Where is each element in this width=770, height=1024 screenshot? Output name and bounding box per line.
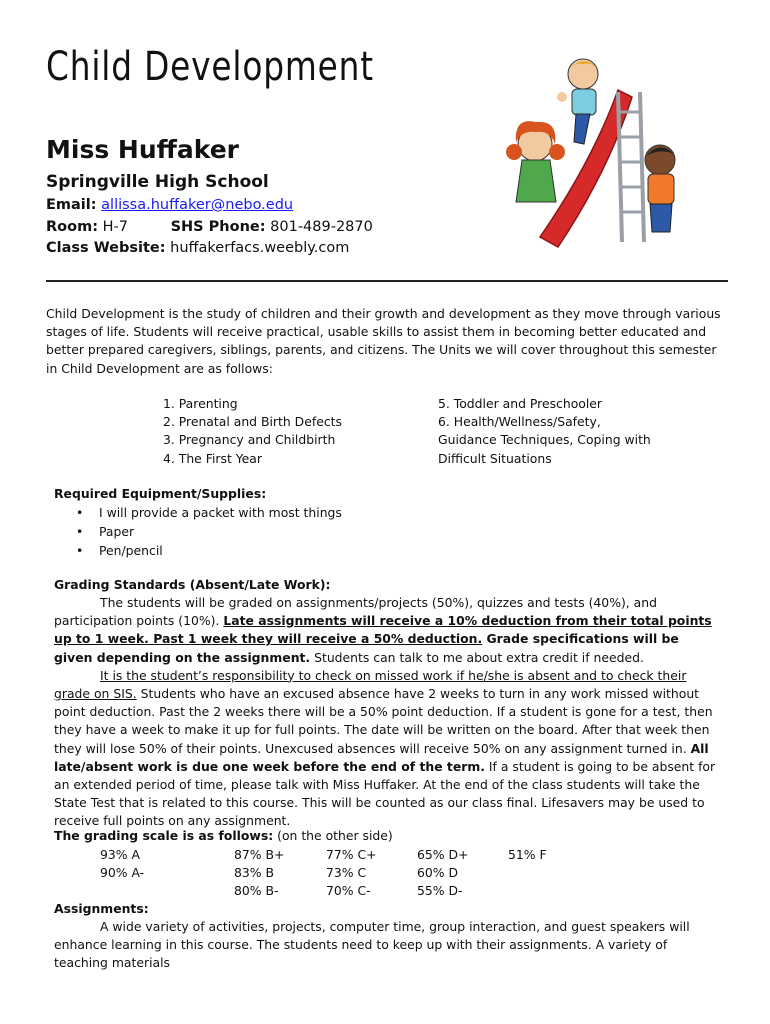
units-list-right [438,395,668,468]
grading-section [54,594,718,831]
equipment-list [76,503,342,560]
absence-text: Students who have an excused absence have 2 weeks to turn in any work missed without point deduction. Past the 2 weeks there will be a 50% point deduction. If a student is gone for a test, then they have a week to make it up for full points. The date will be written on the board. After that week then they will lose 50% of their points. Unexcused absences will receive 50% on any assignment turned in. [54,686,713,756]
grade-item: 93% A [100,847,140,862]
room-value: H-7 [102,219,128,235]
header-divider [46,280,728,282]
responsibility-text: It is the student’s responsibility to check on missed work if he/she is absent and to check their grade on SIS. [54,667,687,702]
grade-item: 70% C- [326,883,371,899]
unit-item: Guidance Techniques, Coping with [438,432,651,448]
grade-column-a [100,846,144,882]
school-name: Springville High School [46,172,269,192]
page-title: Child Development [46,44,374,90]
grading-scale-heading [54,828,393,843]
website-line [46,240,349,256]
unit-item: 4. The First Year [163,450,262,466]
grade-item: 87% B+ [234,847,285,862]
grade-item: 73% C [326,865,367,881]
phone-value: 801-489-2870 [270,219,373,235]
grade-item: 60% D [417,865,459,881]
grade-item: 77% C+ [326,847,377,862]
unit-item: 2. Prenatal and Birth Defects [163,414,342,430]
extra-credit-text: Students can talk to me about extra credit if needed. [310,649,644,665]
late-policy-text: Late assignments will receive a 10% deduction from their total points up to 1 week. Past 1 week they will receive a 50% deduction. [54,613,712,647]
phone-label: SHS Phone: [170,219,266,235]
list-item: • Pen/pencil [76,541,342,560]
room-label: Room: [46,219,98,235]
grade-spec-text: Grade specifications will be given depending on the assignment. [54,631,679,665]
email-line [46,197,293,213]
grading-heading: Grading Standards (Absent/Late Work): [54,577,331,592]
website-label: Class Website: [46,240,166,256]
teacher-name: Miss Huffaker [46,135,239,164]
grade-item: 80% B- [234,883,279,899]
due-text: All late/absent work is due one week before the end of the term. [54,740,709,774]
grading-paragraph-1 [54,594,718,667]
equipment-heading: Required Equipment/Supplies: [54,486,267,501]
grading-paragraph-2 [54,667,718,831]
email-label: Email: [46,197,97,213]
list-item: • Paper [76,522,342,541]
grade-item: 83% B [234,865,274,881]
unit-item: 5. Toddler and Preschooler [438,396,603,411]
grade-item: 51% F [508,847,547,862]
room-phone-line [46,219,373,235]
assignments-heading: Assignments: [54,901,149,916]
grading-text: The students will be graded on assignments/projects (50%), quizzes and tests (40%), and participation points (10%). [54,595,657,629]
units-list-left [163,395,393,468]
grade-column-d [417,846,468,901]
website-value: huffakerfacs.weebly.com [170,240,350,256]
grade-item: 90% A- [100,865,145,881]
scale-heading-label: The grading scale is as follows: [54,828,274,843]
grade-column-f [508,846,547,864]
grade-column-b [234,846,284,901]
unit-item: 6. Health/Wellness/Safety, [438,414,601,430]
grade-column-c [326,846,377,901]
scale-note: (on the other side) [273,828,393,843]
assignments-section [54,918,718,973]
email-link[interactable]: allissa.huffaker@nebo.edu [101,197,294,213]
children-slide-icon [500,52,690,252]
final-text: If a student is going to be absent for an extended period of time, please talk with Miss Huffaker. At the end of the class students will take the State Test that is related to this course. This will be counted as our class final. Lifesavers may be used to receive full points on any assignment. [54,758,716,829]
unit-item: 3. Pregnancy and Childbirth [163,432,336,448]
unit-item: 1. Parenting [163,396,238,411]
grade-item: 65% D+ [417,847,469,862]
assignments-paragraph: A wide variety of activities, projects, computer time, group interaction, and guest speakers will enhance learning in this course. The students need to keep up with their assignments. A variety of teaching materials [54,919,690,971]
grade-item: 55% D- [417,883,463,899]
list-item: • I will provide a packet with most things [76,503,342,522]
intro-paragraph: Child Development is the study of children and their growth and development as they move through various stages of life. Students will receive practical, usable skills to assist them in becoming better educated and better prepared caregivers, siblings, parents, and citizens. The Units we will cover throughout this semester in Child Development are as follows: [46,306,721,376]
unit-item: Difficult Situations [438,450,552,466]
